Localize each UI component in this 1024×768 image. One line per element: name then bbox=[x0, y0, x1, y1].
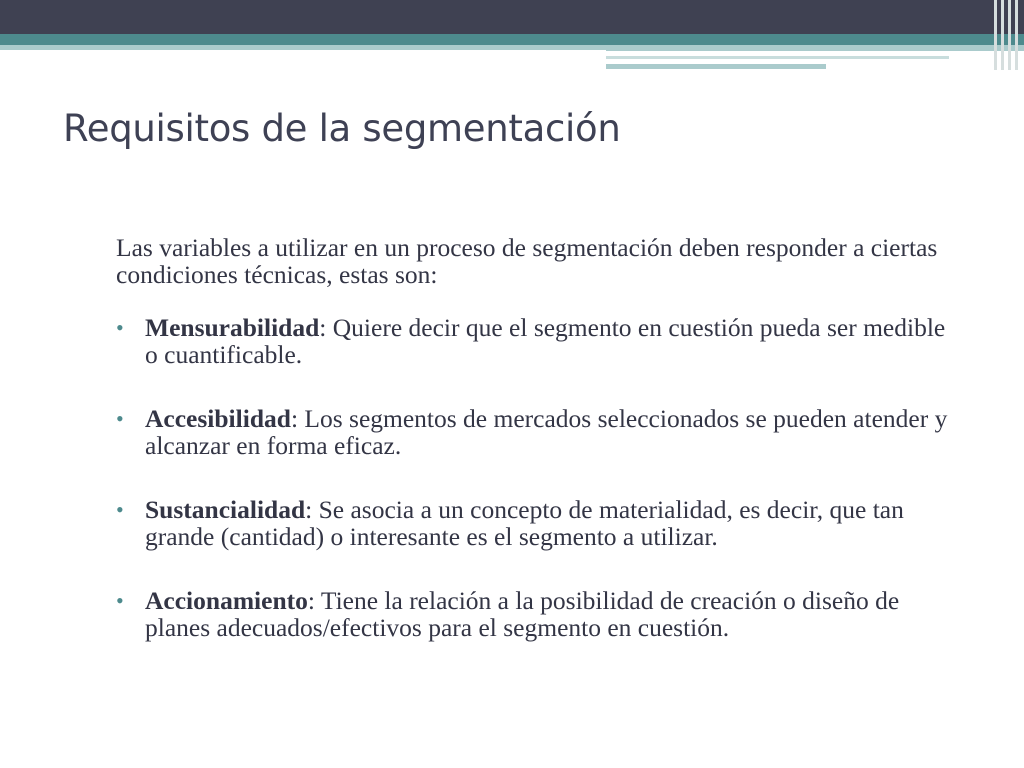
slide-body bbox=[116, 234, 956, 678]
bullet-icon: • bbox=[116, 406, 124, 431]
corner-stripes bbox=[990, 0, 1024, 70]
list-item-sustancialidad bbox=[116, 496, 956, 550]
header-teal-band bbox=[0, 34, 1024, 45]
list-item-accionamiento bbox=[116, 587, 956, 641]
bullet-icon: • bbox=[116, 315, 124, 340]
bullet-term: Accionamiento bbox=[145, 586, 308, 615]
bullet-text: : Quiere decir que el segmento en cuestión pueda ser medible o cuantificable. bbox=[145, 313, 946, 369]
bullet-text: : Los segmentos de mercados seleccionados se pueden atender y alcanzar en forma eficaz. bbox=[145, 404, 948, 460]
header-dark-band bbox=[0, 0, 1024, 34]
header-light-band-right bbox=[606, 45, 1024, 51]
list-item-accesibilidad bbox=[116, 405, 956, 459]
bullet-term: Mensurabilidad bbox=[145, 313, 320, 342]
header-light-band-left bbox=[0, 45, 606, 50]
bullet-icon: • bbox=[116, 588, 124, 613]
bullet-term: Accesibilidad bbox=[145, 404, 291, 433]
bullet-term: Sustancialidad bbox=[145, 495, 306, 524]
header-accent-line bbox=[606, 56, 949, 59]
bullet-icon: • bbox=[116, 497, 124, 522]
bullet-text: : Se asocia a un concepto de materialidad, es decir, que tan grande (cantidad) o interesante es el segmento a utilizar. bbox=[145, 495, 904, 551]
slide-title: Requisitos de la segmentación bbox=[63, 107, 621, 150]
intro-paragraph: Las variables a utilizar en un proceso de segmentación deben responder a ciertas condiciones técnicas, estas son: bbox=[116, 233, 938, 289]
bullet-text: : Tiene la relación a la posibilidad de creación o diseño de planes adecuados/efectivos para el segmento en cuestión. bbox=[145, 586, 900, 642]
list-item-mensurabilidad bbox=[116, 314, 956, 368]
header-accent-line-short bbox=[606, 64, 826, 69]
requirements-list bbox=[116, 314, 956, 641]
